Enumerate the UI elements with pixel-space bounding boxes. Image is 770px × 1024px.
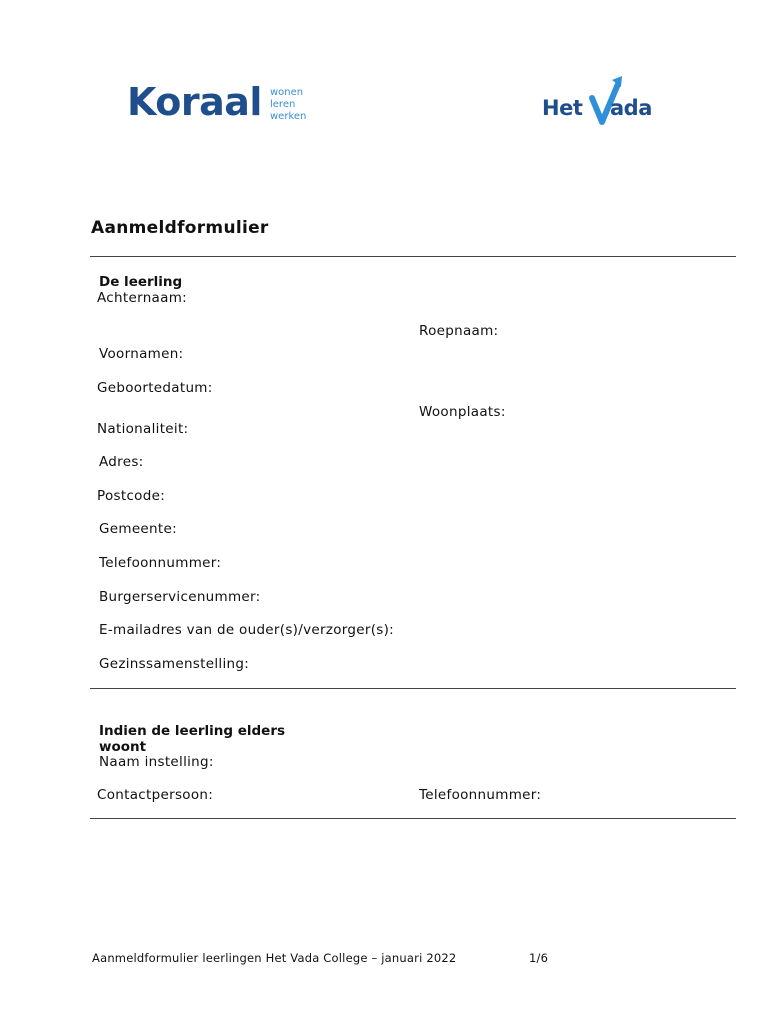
field-label-achternaam: Achternaam: xyxy=(97,290,187,306)
field-label-telefoonnummer-instelling: Telefoonnummer: xyxy=(419,787,542,803)
field-label-woonplaats: Woonplaats: xyxy=(419,404,506,420)
het-vada-logo xyxy=(538,72,658,128)
footer-page-number: 1/6 xyxy=(529,951,549,965)
vada-logo-het: Het xyxy=(542,96,583,120)
koraal-tagline-wonen: wonen xyxy=(270,87,304,98)
field-label-voornamen: Voornamen: xyxy=(99,346,184,362)
field-label-contactpersoon: Contactpersoon: xyxy=(97,787,214,803)
footer-text: Aanmeldformulier leerlingen Het Vada College – januari 2022 xyxy=(92,951,457,965)
field-label-gemeente: Gemeente: xyxy=(99,521,177,537)
vada-logo-ada: ada xyxy=(610,96,652,120)
koraal-logo-tagline xyxy=(270,87,306,123)
koraal-tagline-leren: leren xyxy=(270,99,296,110)
field-label-naam-instelling: Naam instelling: xyxy=(99,754,214,770)
section2-divider xyxy=(90,818,736,819)
section-heading-elders-line2: woont xyxy=(99,739,147,755)
title-divider xyxy=(90,256,736,257)
section1-divider xyxy=(90,688,736,689)
field-label-gezinssamenstelling: Gezinssamenstelling: xyxy=(99,656,250,672)
section-heading-leerling: De leerling xyxy=(99,274,183,290)
koraal-logo-wordmark: Koraal xyxy=(127,80,262,124)
page-title: Aanmeldformulier xyxy=(91,218,269,238)
field-label-adres: Adres: xyxy=(99,454,144,470)
field-label-roepnaam: Roepnaam: xyxy=(419,323,499,339)
field-label-nationaliteit: Nationaliteit: xyxy=(97,421,189,437)
koraal-tagline-werken: werken xyxy=(270,111,307,122)
field-label-telefoonnummer: Telefoonnummer: xyxy=(99,555,222,571)
field-label-email-ouders: E-mailadres van de ouder(s)/verzorger(s): xyxy=(99,622,395,638)
field-label-geboortedatum: Geboortedatum: xyxy=(97,380,213,396)
field-label-postcode: Postcode: xyxy=(97,488,166,504)
field-label-burgerservicenummer: Burgerservicenummer: xyxy=(99,589,261,605)
section-heading-elders-line1: Indien de leerling elders xyxy=(99,723,286,739)
